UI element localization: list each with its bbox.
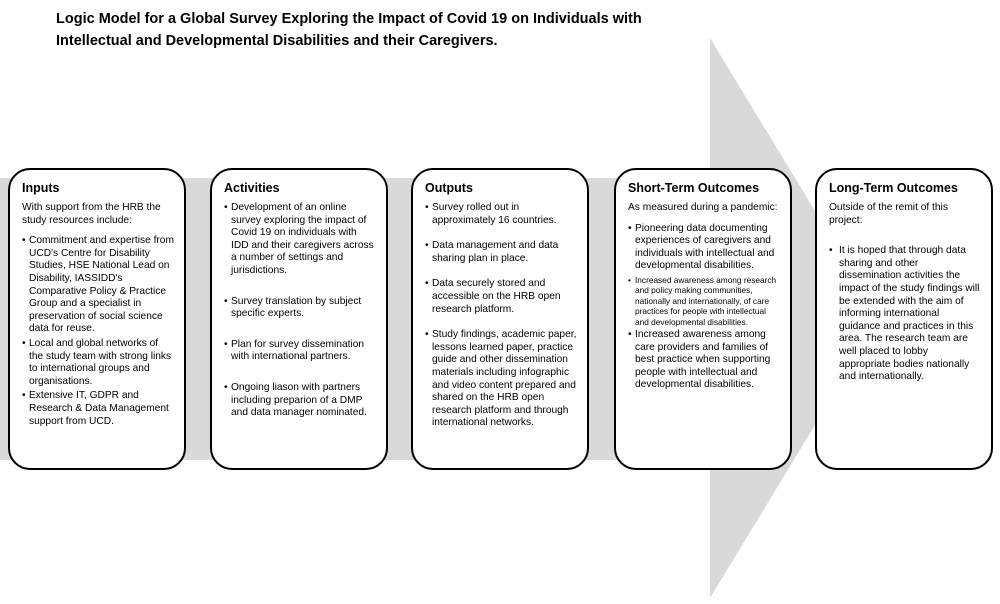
list-item: • Increased awareness among care providers and families of best practice when supporting people with intellectual and developmental disabilities. [628, 329, 780, 392]
list-item: • Extensive IT, GDPR and Research & Data Management support from UCD. [22, 390, 174, 428]
list-item: • Local and global networks of the study team with strong links to international groups and organisations. [22, 338, 174, 388]
stage-heading: Activities [224, 181, 280, 195]
list-item: • It is hoped that through data sharing and other dissemination activities the impact of the study findings will be extended with the aim of informing international guidance and practices in this area. The research team are well placed to lobby appropriate bodies nationally and internationally. [829, 245, 981, 384]
list-item: • Plan for survey dissemination with international partners. [224, 339, 376, 364]
diagram-title: Logic Model for a Global Survey Exploring the Impact of Covid 19 on Individuals with Intellectual and Developmental Disabilities and their Caregivers. [56, 11, 642, 49]
list-item: • Commitment and expertise from UCD's Centre for Disability Studies, HSE National Lead on Disability, IASSIDD's Comparative Policy & Practice Group and a specialist in preservation of social science data for reuse. [22, 235, 174, 336]
stage-long-term-outcomes [815, 168, 993, 470]
list-item: • Study findings, academic paper, lessons learned paper, practice guide and other dissemination materials including infographic and video content prepared and shared on the HRB open research platform and through international networks. [425, 329, 577, 430]
list-item: • Increased awareness among research and policy making communities, nationally and internationally, of care practices for people with intellectual and developmental disabilities. [628, 275, 780, 327]
list-item: • Survey rolled out in approximately 16 countries. [425, 202, 577, 227]
list-item: • Data securely stored and accessible on the HRB open research platform. [425, 278, 577, 316]
stage-short-term-outcomes [614, 168, 792, 470]
list-item: • Data management and data sharing plan in place. [425, 240, 577, 265]
list-item: • Survey translation by subject specific experts. [224, 296, 376, 321]
stage-heading: Outputs [425, 181, 473, 195]
stage-intro: With support from the HRB the study resources include: [22, 202, 161, 226]
stage-intro: Outside of the remit of this project: [829, 202, 948, 226]
list-item: • Pioneering data documenting experiences of caregivers and individuals with intellectual and developmental disabilities. [628, 223, 780, 273]
list-item: • Ongoing liason with partners including preparion of a DMP and data manager nominated. [224, 382, 376, 420]
stage-intro: As measured during a pandemic: [628, 202, 778, 213]
stage-heading: Inputs [22, 181, 60, 195]
list-item: • Development of an online survey exploring the impact of Covid 19 on individuals with IDD and their caregivers across a number of settings and jurisdictions. [224, 202, 376, 278]
stage-heading: Long-Term Outcomes [829, 181, 958, 195]
stage-inputs [8, 168, 186, 470]
stage-activities [210, 168, 388, 470]
stage-outputs [411, 168, 589, 470]
stage-heading: Short-Term Outcomes [628, 181, 760, 195]
